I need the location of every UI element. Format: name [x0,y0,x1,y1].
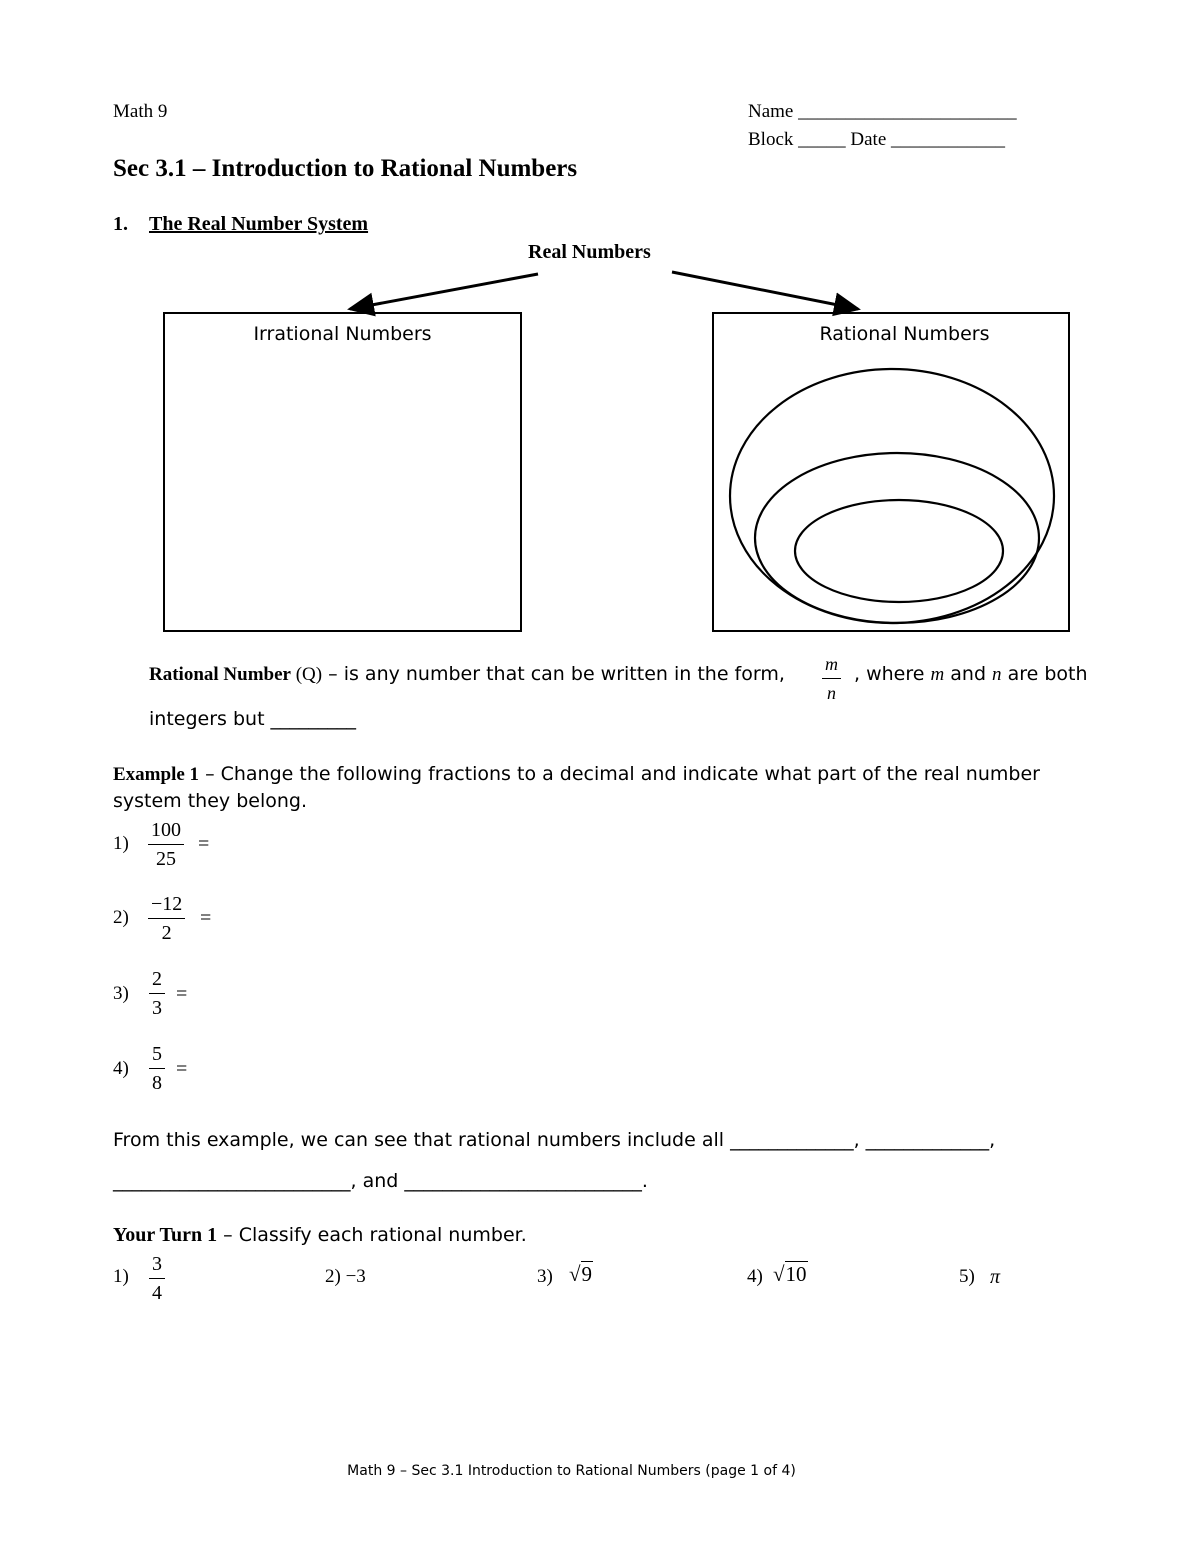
your-turn-item-5-pi: π [990,1266,1001,1288]
your-turn-item-3-label: 3) [537,1266,553,1287]
your-turn-item-4-sqrt: √10 [773,1262,807,1286]
example-item-4-label: 4) [113,1058,129,1079]
your-turn-item-1-numerator: 3 [149,1252,165,1279]
your-turn-item-4-label: 4) [747,1266,763,1287]
example-item-2-fraction [148,892,185,945]
conclusion-line1: From this example, we can see that rational numbers include all _____________, _____________, [113,1129,996,1151]
definition-line1 [149,663,785,686]
arrow-to-rational [672,272,858,309]
definition-both: are both [1001,663,1088,685]
example-item-1-equals: = [198,833,210,855]
example-item-1-fraction [148,818,184,871]
example-item-3-numerator: 2 [149,967,165,994]
example-item-4-equals: = [176,1058,188,1080]
definition-line1-end [854,663,1088,686]
definition-and: and [944,663,993,685]
definition-text: – is any number that can be written in the form, [322,663,785,685]
example-item-2-denominator: 2 [161,922,172,944]
example-item-1-denominator: 25 [156,848,176,870]
rational-label: Rational Numbers [819,323,990,345]
your-turn-item-5-label: 5) [959,1266,975,1287]
example-item-2-equals: = [200,907,212,929]
example-item-1-numerator: 100 [148,818,184,845]
your-turn-item-1-fraction [149,1252,165,1305]
section-number: 1. [113,213,128,235]
example-item-2-label: 2) [113,907,129,928]
your-turn-text: – Classify each rational number. [217,1224,527,1246]
example1-text: – Change the following fractions to a decimal and indicate what part of the real number [199,763,1040,785]
page-title: Sec 3.1 – Introduction to Rational Numbers [113,155,578,182]
your-turn-label: Your Turn 1 [113,1224,218,1246]
example-item-3-fraction [149,967,165,1020]
example-item-3-denominator: 3 [152,997,162,1019]
example1-label: Example 1 [113,764,200,785]
example-item-4-denominator: 8 [152,1072,162,1094]
section-heading: The Real Number System [149,213,369,235]
natural-numbers-ellipse [795,500,1003,602]
your-turn-item-2: 2) −3 [325,1266,366,1287]
conclusion-line2: _________________________, and _________________________. [113,1170,648,1192]
irrational-label: Irrational Numbers [253,323,432,345]
definition-line2: integers but _________ [149,708,357,730]
your-turn-item-3-radicand: 9 [581,1262,593,1286]
arrow-to-irrational [350,274,538,309]
definition-symbol: (Q) [295,664,323,685]
var-m: m [930,664,945,685]
example1-instructions [113,763,1040,786]
var-n: n [992,664,1002,685]
your-turn-item-3-sqrt: √9 [569,1262,593,1286]
fraction-denominator: n [827,683,836,703]
example-item-4-fraction [149,1042,165,1095]
example-item-3-equals: = [176,983,188,1005]
fraction-numerator: m [822,652,841,679]
real-numbers-label: Real Numbers [528,241,651,263]
irrational-box [164,313,521,631]
course-label: Math 9 [113,101,168,122]
example-item-1-label: 1) [113,833,129,854]
your-turn-item-1-label: 1) [113,1266,129,1287]
your-turn-item-1-denominator: 4 [152,1282,162,1304]
definition-term: Rational Number [149,664,291,685]
example1-text-line2: system they belong. [113,790,307,812]
your-turn-item-4-radicand: 10 [785,1262,807,1286]
page-footer: Math 9 – Sec 3.1 Introduction to Rational Numbers (page 1 of 4) [347,1463,796,1479]
definition-where: , where [854,663,931,685]
example-item-3-label: 3) [113,983,129,1004]
block-date-field: Block _____ Date ____________ [748,129,1006,150]
definition-fraction [822,652,841,705]
example-item-4-numerator: 5 [149,1042,165,1069]
your-turn-instructions [113,1224,527,1247]
name-field: Name _______________________ [748,101,1017,122]
example-item-2-numerator: −12 [148,892,185,919]
